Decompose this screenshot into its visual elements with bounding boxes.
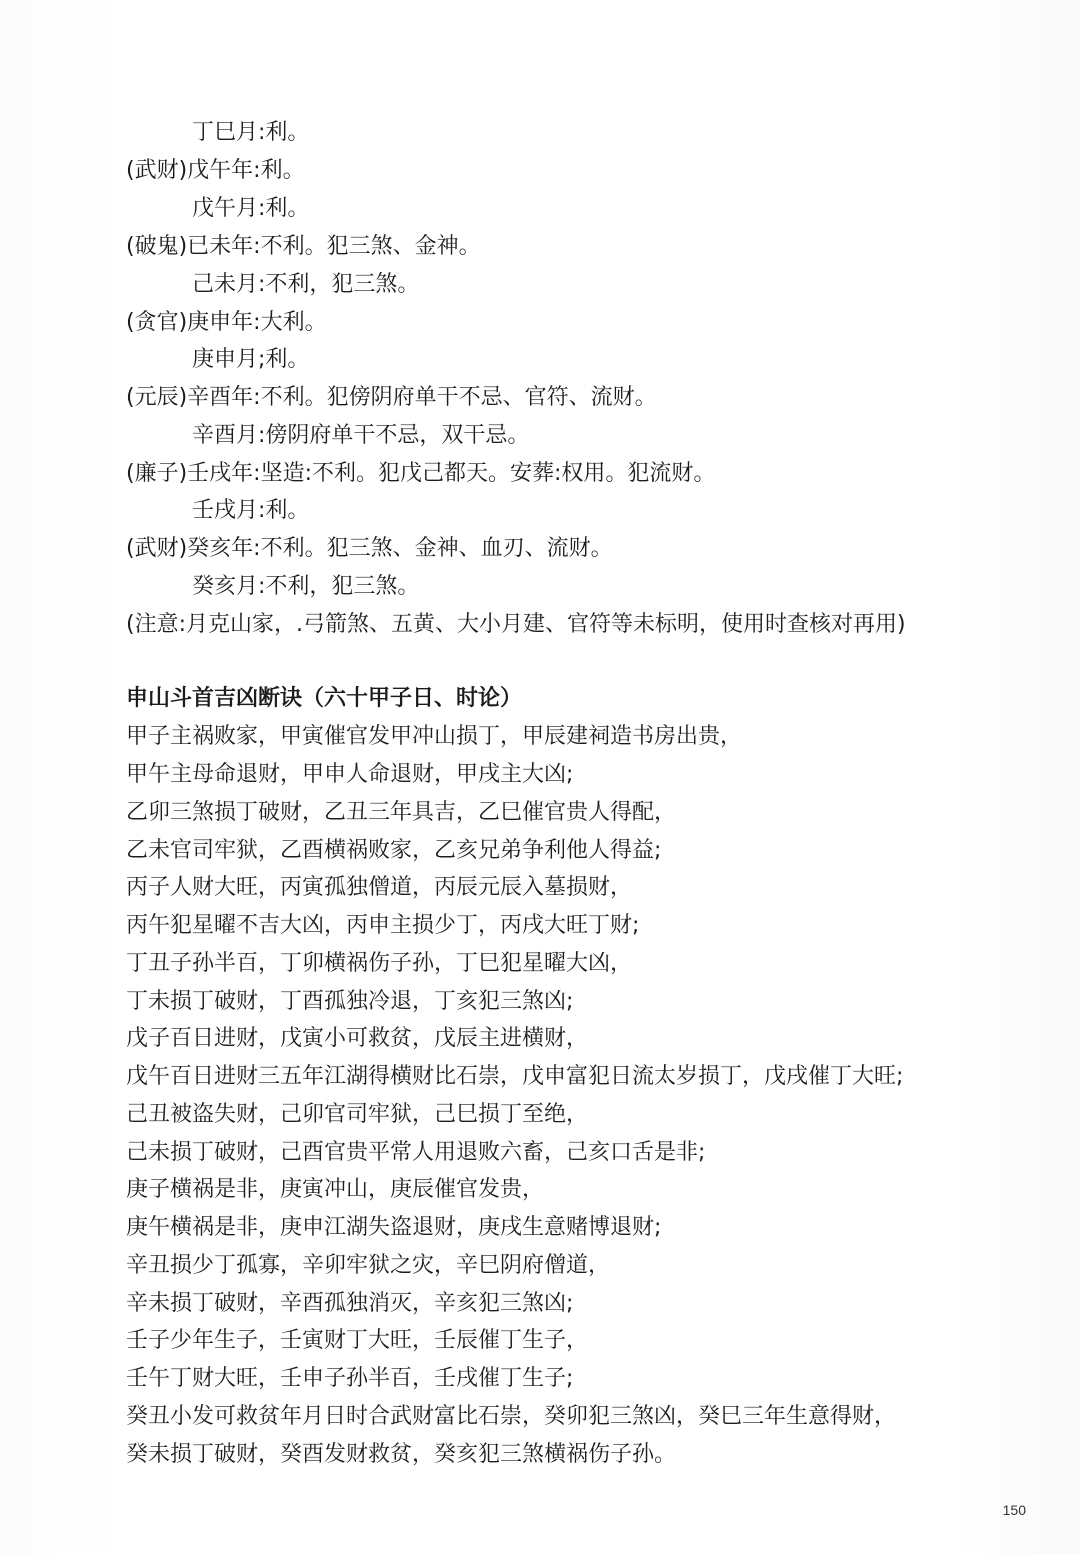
entry-line: (廉子)壬戌年:坚造:不利。犯戊己都天。安葬:权用。犯流财。	[126, 461, 716, 486]
verse-line: 戊午百日进财三五年江湖得横财比石崇，戊申富犯日流太岁损丁，戊戌催丁大旺;	[126, 1064, 904, 1089]
entry-line: (武财)戊午年:利。	[126, 158, 305, 183]
verse-line: 辛未损丁破财，辛酉孤独消灭，辛亥犯三煞凶;	[126, 1291, 574, 1316]
entry-line: (破鬼)已未年:不利。犯三煞、金神。	[126, 234, 481, 259]
verse-line: 癸未损丁破财，癸酉发财救贫，癸亥犯三煞横祸伤子孙。	[126, 1442, 677, 1467]
verse-line: 丁丑子孙半百，丁卯横祸伤子孙，丁巳犯星曜大凶，	[126, 951, 633, 976]
verse-line: 壬子少年生子，壬寅财丁大旺，壬辰催丁生子，	[126, 1328, 589, 1353]
verse-line: 丁未损丁破财，丁酉孤独冷退，丁亥犯三煞凶;	[126, 989, 574, 1014]
verse-line: 己丑被盗失财，己卯官司牢狱，己巳损丁至绝，	[126, 1102, 589, 1127]
entry-line: (武财)癸亥年:不利。犯三煞、金神、血刃、流财。	[126, 536, 613, 561]
note-line: (注意:月克山家，.弓箭煞、五黄、大小月建、官符等未标明，使用时查核对再用)	[126, 612, 906, 637]
verse-line: 乙未官司牢狱，乙酉横祸败家，乙亥兄弟争利他人得益;	[126, 838, 662, 863]
entry-line: (元辰)辛酉年:不利。犯傍阴府单干不忌、官符、流财。	[126, 385, 657, 410]
verse-line: 庚子横祸是非，庚寅冲山，庚辰催官发贵，	[126, 1177, 545, 1202]
verse-line: 壬午丁财大旺，壬申子孙半百，壬戌催丁生子;	[126, 1366, 574, 1391]
verse-line: 丙午犯星曜不吉大凶，丙申主损少丁，丙戌大旺丁财;	[126, 913, 640, 938]
entry-line: 丁巳月:利。	[192, 120, 310, 145]
entry-line: 己未月:不利，犯三煞。	[192, 272, 420, 297]
verse-line: 丙子人财大旺，丙寅孤独僧道，丙辰元辰入墓损财，	[126, 875, 633, 900]
entry-line: 庚申月;利。	[192, 347, 310, 372]
verse-line: 乙卯三煞损丁破财，乙丑三年具吉，乙巳催官贵人得配，	[126, 800, 677, 825]
verse-line: 癸丑小发可救贫年月日时合武财富比石崇，癸卯犯三煞凶，癸巳三年生意得财，	[126, 1404, 897, 1429]
verse-line: 戊子百日进财，戊寅小可救贫，戊辰主进横财，	[126, 1026, 589, 1051]
page-number: 150	[1002, 1502, 1026, 1518]
section-heading: 申山斗首吉凶断诀（六十甲子日、时论）	[126, 686, 523, 711]
entry-line: (贪官)庚申年:大利。	[126, 310, 327, 335]
verse-line: 甲午主母命退财，甲申人命退财，甲戌主大凶;	[126, 762, 574, 787]
entry-line: 戊午月:利。	[192, 196, 310, 221]
verse-line: 庚午横祸是非，庚申江湖失盗退财，庚戌生意赌博退财;	[126, 1215, 662, 1240]
entry-line: 辛酉月:傍阴府单干不忌，双干忌。	[192, 423, 530, 448]
verse-line: 己未损丁破财，己酉官贵平常人用退败六畜，己亥口舌是非;	[126, 1140, 706, 1165]
entry-line: 壬戌月:利。	[192, 498, 310, 523]
verse-line: 甲子主祸败家，甲寅催官发甲冲山损丁，甲辰建祠造书房出贵，	[126, 724, 743, 749]
entry-line: 癸亥月:不利，犯三煞。	[192, 574, 420, 599]
verse-line: 辛丑损少丁孤寡，辛卯牢狱之灾，辛巳阴府僧道，	[126, 1253, 611, 1278]
